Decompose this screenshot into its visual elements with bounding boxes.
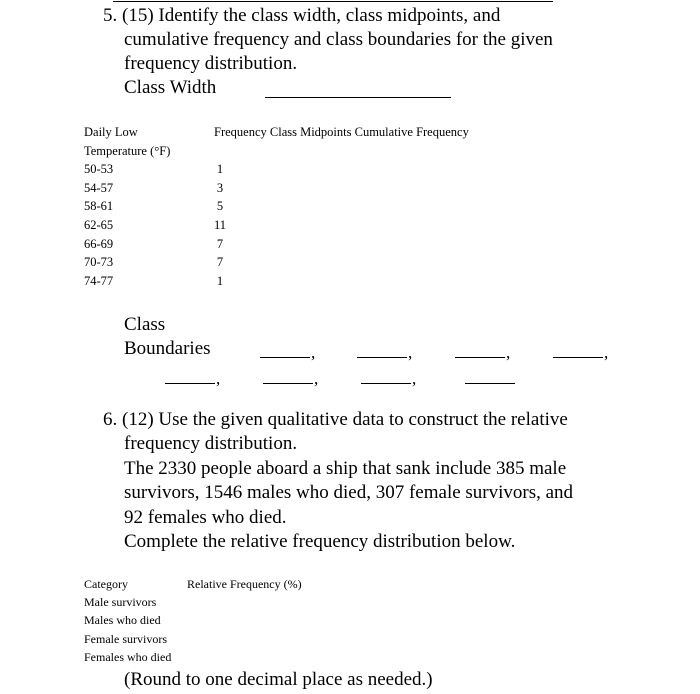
category-label: Males who died [84, 613, 161, 628]
frequency-value: 3 [216, 180, 224, 195]
frequency-table [84, 123, 469, 290]
table-row [84, 179, 469, 198]
boundary-blank-3[interactable] [455, 357, 505, 358]
table-header-row [84, 575, 302, 593]
q6-prompt-line-5: 92 females who died. [124, 507, 287, 528]
frequency-value: 1 [216, 273, 224, 288]
boundary-comma: , [408, 343, 413, 362]
boundary-blank-5[interactable] [165, 383, 215, 384]
frequency-value: 1 [216, 162, 224, 177]
class-range: 62-65 [84, 217, 114, 232]
boundary-comma: , [412, 369, 417, 388]
class-range: 58-61 [84, 199, 114, 214]
q6-prompt-line-3: The 2330 people aboard a ship that sank include 385 male [124, 458, 567, 479]
frequency-value: 7 [216, 255, 224, 270]
frequency-value: 11 [214, 217, 227, 232]
class-boundaries-label-2: Boundaries [124, 338, 211, 359]
q6-prompt-line-1: 6. (12) Use the given qualitative data to construct the relative [103, 409, 568, 430]
table-header-row-2 [84, 142, 469, 161]
header-daily-low: Daily Low [84, 125, 138, 139]
class-boundaries-label-1: Class [124, 314, 166, 335]
category-label: Female survivors [84, 631, 167, 646]
boundary-blank-4[interactable] [553, 357, 603, 358]
header-temperature: Temperature (°F) [84, 143, 171, 158]
q5-prompt-line-3: frequency distribution. [124, 53, 298, 74]
table-row [84, 197, 469, 216]
table-row [84, 611, 302, 629]
category-label: Male survivors [84, 595, 157, 610]
class-range: 54-57 [84, 180, 114, 195]
table-row [84, 593, 302, 611]
rounding-note: (Round to one decimal place as needed.) [124, 669, 433, 690]
q5-prompt-line-1: 5. (15) Identify the class width, class midpoints, and [103, 5, 501, 26]
category-label: Females who died [84, 649, 172, 664]
boundary-blank-7[interactable] [361, 383, 411, 384]
class-range: 70-73 [84, 255, 114, 270]
boundary-comma: , [314, 369, 319, 388]
class-width-answer-blank[interactable] [265, 97, 451, 98]
class-range: 74-77 [84, 273, 114, 288]
frequency-value: 7 [216, 236, 224, 251]
table-row [84, 160, 469, 179]
q6-prompt-line-2: frequency distribution. [124, 433, 298, 454]
table-row [84, 272, 469, 291]
q6-prompt-line-6: Complete the relative frequency distribution below. [124, 531, 516, 552]
header-columns: Frequency Class Midpoints Cumulative Frequency [214, 125, 469, 139]
table-row [84, 630, 302, 648]
class-range: 50-53 [84, 162, 114, 177]
table-row [84, 648, 302, 666]
table-row [84, 216, 469, 235]
top-rule [113, 1, 553, 2]
class-range: 66-69 [84, 236, 114, 251]
boundary-blank-6[interactable] [263, 383, 313, 384]
table-header-row [84, 123, 469, 142]
header-relative-frequency: Relative Frequency (%) [187, 577, 302, 591]
class-width-label: Class Width [124, 77, 217, 98]
boundary-blank-8[interactable] [465, 383, 515, 384]
q5-prompt-line-2: cumulative frequency and class boundaries for the given [124, 29, 553, 50]
boundary-blank-1[interactable] [260, 357, 310, 358]
boundary-comma: , [506, 343, 511, 362]
boundary-comma: , [311, 343, 316, 362]
boundary-comma: , [216, 369, 221, 388]
table-row [84, 235, 469, 254]
boundary-comma: , [604, 343, 609, 362]
relative-frequency-table [84, 575, 302, 666]
frequency-value: 5 [216, 199, 224, 214]
table-row [84, 253, 469, 272]
header-category: Category [84, 577, 128, 591]
boundary-blank-2[interactable] [357, 357, 407, 358]
q6-prompt-line-4: survivors, 1546 males who died, 307 female survivors, and [124, 482, 574, 503]
